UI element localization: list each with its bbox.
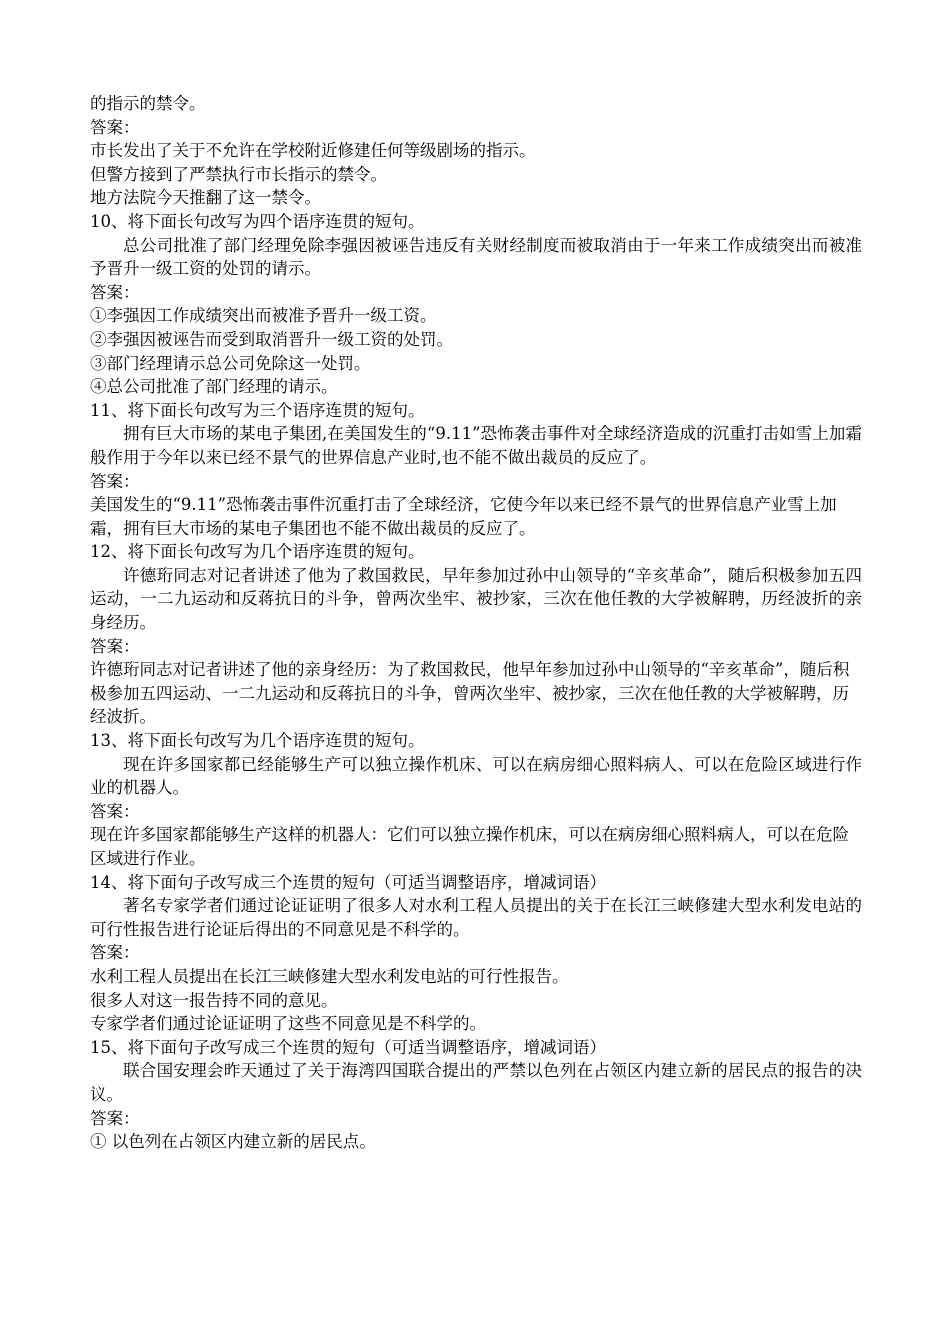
answer-line: 市长发出了关于不允许在学校附近修建任何等级剧场的指示。 [90, 141, 536, 161]
answer-label: 答案： [90, 282, 140, 302]
answer-line: ① 以色列在占领区内建立新的居民点。 [90, 1132, 376, 1152]
question-body: 现在许多国家都已经能够生产可以独立操作机床、可以在病房细心照料病人、可以在危险区域进行作业的机器人。 [90, 754, 862, 798]
answer-line: 但警方接到了严禁执行市长指示的禁令。 [90, 164, 387, 184]
answer-label: 答案： [90, 943, 140, 963]
answer-label: 答案： [90, 636, 140, 656]
answer-line: ②李强因被诬告而受到取消晋升一级工资的处罚。 [90, 329, 453, 349]
text-line: 的指示的禁令。 [90, 94, 206, 113]
answer-line: 美国发生的“9.11”恐怖袭击事件沉重打击了全球经济，它使今年以来已经不景气的世界信息产业雪上加霜，拥有巨大市场的某电子集团也不能不做出裁员的反应了。 [90, 495, 837, 538]
answer-line: 水利工程人员提出在长江三峡修建大型水利发电站的可行性报告。 [90, 966, 569, 986]
answer-label: 答案： [90, 1108, 140, 1128]
question-heading: 12、将下面长句改写为几个语序连贯的短句。 [90, 542, 425, 562]
question-heading: 11、将下面长句改写为三个语序连贯的短句。 [90, 400, 425, 420]
answer-line: 许德珩同志对记者讲述了他的亲身经历：为了救国救民，他早年参加过孙中山领导的“辛亥革命”，随后积极参加五四运动、一二九运动和反蒋抗日的斗争，曾两次坐牢、被抄家，三次在他任教的大学被解聘，历经波折。 [90, 660, 850, 727]
answer-line: ①李强因工作成绩突出而被准予晋升一级工资。 [90, 306, 437, 326]
question-body: 总公司批准了部门经理免除李强因被诬告违反有关财经制度而被取消由于一年来工作成绩突出而被准予晋升一级工资的处罚的请示。 [90, 235, 862, 279]
answer-label: 答案： [90, 801, 140, 821]
answer-line: 现在许多国家都能够生产这样的机器人：它们可以独立操作机床，可以在病房细心照料病人，可以在危险区域进行作业。 [90, 825, 849, 868]
question-heading: 10、将下面长句改写为四个语序连贯的短句。 [90, 211, 425, 231]
answer-line: 很多人对这一报告持不同的意见。 [90, 990, 338, 1010]
answer-line: 地方法院今天推翻了这一禁令。 [90, 188, 321, 208]
question-body: 著名专家学者们通过论证证明了很多人对水利工程人员提出的关于在长江三峡修建大型水利发电站的可行性报告进行论证后得出的不同意见是不科学的。 [90, 896, 862, 939]
question-heading: 13、将下面长句改写为几个语序连贯的短句。 [90, 731, 425, 751]
question-body: 许德珩同志对记者讲述了他为了救国救民，早年参加过孙中山领导的“辛亥革命”，随后积极参加五四运动，一二九运动和反蒋抗日的斗争，曾两次坐牢、被抄家，三次在他任教的大学被解聘，历经波折的亲身经历。 [90, 565, 862, 633]
answer-line: ③部门经理请示总公司免除这一处罚。 [90, 353, 371, 373]
answer-label: 答案： [90, 117, 140, 137]
answer-line: 专家学者们通过论证证明了这些不同意见是不科学的。 [90, 1014, 486, 1034]
question-heading: 15、将下面句子改写成三个连贯的短句（可适当调整语序，增减词语） [90, 1037, 606, 1057]
answer-line: ④总公司批准了部门经理的请示。 [90, 377, 338, 397]
question-body: 拥有巨大市场的某电子集团,在美国发生的“9.11”恐怖袭击事件对全球经济造成的沉重打击如雪上加霜般作用于今年以来已经不景气的世界信息产业时,也不能不做出裁员的反应了。 [90, 424, 862, 467]
question-heading: 14、将下面句子改写成三个连贯的短句（可适当调整语序，增减词语） [90, 872, 606, 892]
answer-label: 答案： [90, 471, 140, 491]
document-page [90, 92, 862, 1154]
question-body: 联合国安理会昨天通过了关于海湾四国联合提出的严禁以色列在占领区内建立新的居民点的报告的决议。 [90, 1061, 862, 1104]
